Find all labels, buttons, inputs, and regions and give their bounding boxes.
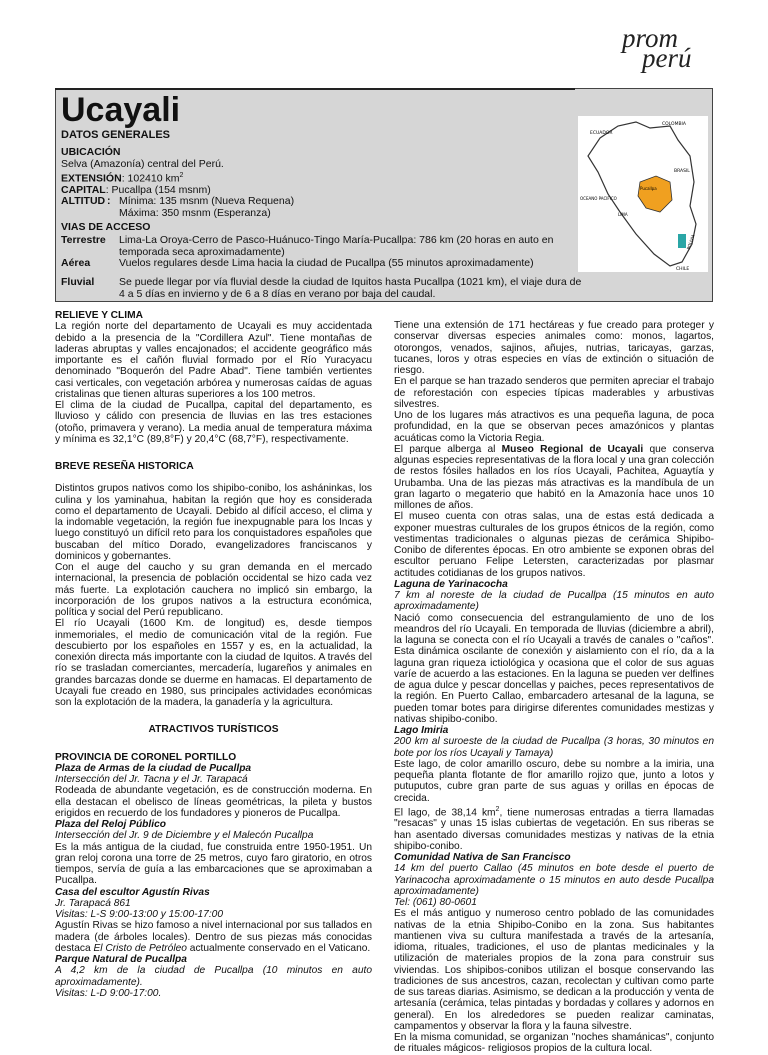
promperu-logo (622, 23, 692, 73)
reloj-address: Intersección del Jr. 9 de Diciembre y el Malecón Pucallpa (55, 830, 314, 842)
rivas-heading: Casa del escultor Agustín Rivas (55, 886, 210, 898)
sanfrancisco-p1: Es el más antiguo y numeroso centro poblado de las comunidades nativas de la etnia Shipibo-Conibo en la zona. Sus habitantes mantienen viva su cultura manifestada a través de la artesanía, idioma, rituales, tradiciones, el uso de plantas medicinales y la utilización de materiales propios de la zona para construir sus viviendas. Los shipibos-conibos utilizan el bosque conservando las tradiciones de sus ancestros, cazan, recolectan y cultivan como parte de sus tareas diarias. Asimismo, se dedican a la producción y venta de artesanía (cerámica, telas pintadas y bordadas y collares y adornos en general). En los alrededores se pueden realizar caminatas, campamentos y observar la flora y la fauna silvestre. (394, 908, 714, 1032)
sanfrancisco-address: 14 km del puerto Callao (45 minutos en bote desde el puerto de Yarinacocha aproximadamente o 15 minutos en auto desde Pucallpa aproximadamente) (394, 863, 714, 897)
yarinacocha-heading: Laguna de Yarinacocha (394, 578, 508, 590)
rivas-text (55, 920, 372, 954)
relieve-p2: El clima de la ciudad de Pucallpa, capital del departamento, es lluvioso y cálido con presencia de lluvias en las tres estaciones (otoño, primavera y verano). La media anual de temperatura máxima y mínima es 32,1°C (89,8°F) y 20,4°C (68,7°F), respectivamente. (55, 400, 372, 445)
historia-p3: El río Ucayali (1600 Km. de longitud) es, desde tiempos inmemoriales, el medio de comunicación vital de la región. Fue descubierto por los españoles en 1557 y es, en la actualidad, la conexión directa más importante con la ciudad de Iquitos. A través del río se trasladan comerciantes, mercadería, lugareños y animales en grandes barcazas donde se duerme en hamacas. El departamento de Ucayali fue creado en 1980, sus principales actividades económicas son la explotación de la madera, la ganadería y la agricultura. (55, 618, 372, 708)
parque-p1: Tiene una extensión de 171 hectáreas y fue creado para proteger y conservar diversas especies animales como: monos, lagartos, otorongos, venados, sajinos, añujes, nutrias, taricayas, garzas, tucanes, loros y otras especies en vías de extinción o situación de riesgo. (394, 320, 714, 376)
map-label-bolivia: BOLIVIA (685, 233, 696, 251)
parque-p3: Uno de los lugares más atractivos es una pequeña laguna, de poca profundidad, en la que se observan peces amazónicos y plantas acuáticas como la Victoria Regia. (394, 410, 714, 444)
right-column (394, 320, 714, 1055)
rivas-text-a: Agustín Rivas se hizo famoso a nivel internacional por sus tallados en madera (de árboles locales). Dentro de sus piezas más conocidas destaca (55, 920, 372, 954)
imiria-p1: Este lago, de color amarillo oscuro, debe su nombre a la imiria, una pequeña planta flotante de flor amarillo rojizo que, junto a lotos y putuputos, cubre gran parte de sus aguas y orillas en épocas de crecida. (394, 758, 714, 804)
logo-line1: prom (622, 23, 679, 53)
altitud-label: ALTITUD (61, 195, 106, 207)
fluvial-label: Fluvial (61, 276, 95, 288)
map-label-ecuador: ECUADOR (590, 131, 613, 136)
map-label-oceano: OCEANO PACIFICO (580, 196, 617, 201)
parque-visitas: Visitas: L-D 9:00-17:00. (55, 987, 162, 999)
map-label-brasil: BRASIL (674, 169, 690, 174)
vias-label: VIAS DE ACCESO (61, 221, 151, 233)
plaza-heading: Plaza de Armas de la ciudad de Pucallpa (55, 762, 252, 774)
extension-value: : 102410 km (121, 172, 180, 185)
plaza-address: Intersección del Jr. Tacna y el Jr. Tarapacá (55, 774, 248, 785)
capital-value: : Pucallpa (154 msnm) (105, 184, 211, 196)
altitud-max: Máxima: 350 msnm (Esperanza) (119, 206, 271, 219)
sanfrancisco-heading: Comunidad Nativa de San Francisco (394, 852, 571, 864)
imiria-p2-sup: 2 (495, 805, 500, 813)
historia-heading: BREVE RESEÑA HISTORICA (55, 461, 194, 472)
reloj-heading: Plaza del Reloj Público (55, 819, 166, 830)
sanfrancisco-p2: En la misma comunidad, se organizan "noches shamánicas", conjunto de rituales mágicos- religiosos propios de la cultura local. (394, 1032, 714, 1055)
parque-heading: Parque Natural de Pucallpa (55, 954, 187, 965)
terrestre-label: Terrestre (61, 234, 106, 246)
relieve-p1: La región norte del departamento de Ucayali es muy accidentada debido a la presencia de la "Cordillera Azul". Tiene montañas de laderas abruptas y valles encajonados; el accidente geográfico más importante es el cañón fluvial formado por el Río Yuracyacu denominado "Boquerón del Padre Abad". Tiene también vertientes casi verticales, con vegetación arbórea y numerosas caídas de aguas cristalinas que tienen alturas superiores a los 100 metros. (55, 321, 372, 400)
extension-sup: 2 (179, 172, 184, 179)
museo-text (394, 444, 714, 512)
provincia-heading: PROVINCIA DE CORONEL PORTILLO (55, 751, 237, 763)
museo-p5: El museo cuenta con otras salas, una de estas está dedicada a exponer muestras culturales de los grupos étnicos de la región, como vestimentas tradicionales o algunas piezas de cerámica Shipibo-Conibo de diferentes épocas. En otro ambiente se exponen obras del escultor peruano Felipe Letersten, caracterizadas por plasmar actitudes cotidianas de los grupos nativos. (394, 511, 714, 579)
extension-label: EXTENSIÓN (61, 172, 122, 185)
plaza-text: Rodeada de abundante vegetación, es de construcción moderna. En ella destacan el obelisco de líneas geométricas, la pileta y bustos erigidos en recuerdo de los fundadores y pioneros de Pucallpa. (55, 785, 372, 819)
lake-titicaca (678, 234, 686, 248)
fluvial-value: Se puede llegar por vía fluvial desde la ciudad de Iquitos hasta Pucallpa (1021 km), el viaje dura de 4 a 5 días en invierno y de 6 a 8 días en verano por baja del caudal. (119, 276, 582, 300)
aerea-value: Vuelos regulares desde Lima hacia la ciudad de Pucallpa (55 minutos aproximadamente) (119, 257, 534, 269)
sanfrancisco-tel: Tel: (061) 80-0601 (394, 897, 477, 909)
historia-p2: Con el auge del caucho y su gran demanda en el mercado internacional, la presencia de población occidental se hizo cada vez más fuerte. La explotación cauchera no implicó sin embargo, la incorporación de los grupos nativos a la estructura económica, política y social del Perú republicano. (55, 562, 372, 618)
yarinacocha-text: Nació como consecuencia del estrangulamiento de uno de los meandros del río Ucayali. En temporada de lluvias (diciembre a abril), la laguna se conecta con el río Ucayali a través de canales o "caños". Esta dinámica oscilante de conexión y aislamiento con el río, da a la laguna gran riqueza ictiológica y ocasiona que el color de sus aguas varíe de acuerdo a las estaciones. En la laguna se pueden ver delfines de agua dulce y pescar doncellas y paiches, peces representativos de la región. En Puerto Callao, embarcadero artesanal de la laguna, se pueden tomar botes para dirigirse diferentes comunidades mestizas y nativas shipibo-conibo. (394, 612, 714, 725)
map-label-pucallpa: Pucallpa (640, 186, 657, 191)
historia-p1: Distintos grupos nativos como los shipibo-conibo, los asháninkas, los culina y los yaminahua, habitan la región que hoy es considerada como el departamento de Ucayali. Debido al difícil acceso, el clima y la indomable vegetación, la región fue inexpugnable para los Incas y luego constituyó un difícil reto para los conquistadores españoles que buscaban del mítico Dorado, evangelizadores franciscanos y dominicos y gobernantes. (55, 483, 372, 562)
logo-line2: perú (642, 43, 692, 73)
aerea-label: Aérea (61, 257, 91, 269)
general-data-box: Ucayali DATOS GENERALES UBICACIÓN Selva (Amazonía) central del Perú. EXTENSIÓN: 102410 $km^2$ CAPITAL: Pucallpa (154 msnm) ALTITUD : Mínima: 135 msnm (Nueva Requena) Máxima: 350 msnm (Esperanza) VIAS DE ACCESO Terrestre Lima-La Oroya-Cerro de Pasco-Huánuco-Tingo María-Pucallpa: 786 km (20 horas en auto en temporada seca aproximadamente) Aérea Vuelos regulares desde Lima hacia la ciudad de Pucallpa (55 minutos aproximadamente) Fluvial Se puede llegar por vía fluvial desde la ciudad de Iquitos hasta Pucallpa (1021 km), el viaje dura de 4 a 5 días en invierno y de 6 a 8 días en verano por baja del caudal. (55, 88, 713, 302)
location-info (61, 145, 561, 197)
map-label-lima: LIMA (618, 212, 628, 217)
map-label-chile: CHILE (676, 267, 690, 272)
ubicacion-value: Selva (Amazonía) central del Perú. (61, 157, 224, 170)
relieve-heading: RELIEVE Y CLIMA (55, 310, 143, 321)
museo-text-b: que conserva algunas especies representativas de la flora local y una gran colección de restos fósiles hallados en los ríos Ucayali, Pachitea, Aguaytía y Urubamba. Una de las piezas más atractivas es la mandíbula de un gran lagarto o megaterio que habitó en la Amazonía hace unos 10 millones de años. (394, 443, 715, 511)
map-label-colombia: COLOMBIA (662, 122, 686, 127)
rivas-text-b: actualmente conservado en el Vaticano. (186, 942, 371, 954)
capital-label: CAPITAL (61, 184, 106, 196)
imiria-heading: Lago Imiria (394, 725, 449, 736)
ubicacion-label: UBICACIÓN (61, 146, 121, 158)
atractivos-heading: ATRACTIVOS TURÍSTICOS (148, 724, 279, 736)
imiria-address: 200 km al suroeste de la ciudad de Pucallpa (3 horas, 30 minutos en bote por los ríos Ucayali y Tamaya) (394, 736, 714, 759)
extension-line (61, 170, 561, 185)
imiria-p2-a: El lago, de 38,14 km (394, 807, 496, 819)
terrestre-value: Lima-La Oroya-Cerro de Pasco-Huánuco-Tingo María-Pucallpa: 786 km (20 horas en auto en temporada seca aproximadamente) (119, 234, 554, 258)
imiria-p2 (394, 804, 714, 852)
imiria-p2-b: , tiene numerosas entradas a tierra llamadas "resacas" y unas 15 islas cubiertas de vegetación. En sus riberas se han asentado diversas comunidades mestizas y nativas de la etnia shipibo-conibo. (394, 807, 714, 852)
reloj-text: Es la más antigua de la ciudad, fue construida entre 1950-1951. Un gran reloj corona una torre de 25 metros, cuyo faro giratorio, en otros tiempos, servía de guía a las embarcaciones que se aproximaban a Pucallpa. (55, 841, 372, 887)
parque-p2: En el parque se han trazado senderos que permiten apreciar el trabajo de reforestación con especies típicas maderables y arbustivas silvestres. (394, 376, 714, 410)
datos-generales-heading: DATOS GENERALES (61, 129, 170, 141)
rivas-address: Jr. Tarapacá 861 (55, 897, 131, 909)
altitud-min: Mínima: 135 msnm (Nueva Requena) (119, 195, 295, 207)
museo-name: Museo Regional de Ucayali (501, 443, 644, 455)
museo-text-a: El parque alberga al (394, 443, 502, 455)
parque-address: A 4,2 km de la ciudad de Pucallpa (10 minutos en auto aproximadamente). (55, 965, 372, 988)
peru-map (578, 116, 708, 272)
rivas-text-italic: El Cristo de Petróleo (93, 942, 187, 954)
yarinacocha-address: 7 km al noreste de la ciudad de Pucallpa (15 minutos en auto aproximadamente) (394, 590, 714, 613)
title-rule (55, 88, 575, 90)
rivas-visitas: Visitas: L-S 9:00-13:00 y 15:00-17:00 (55, 909, 224, 920)
left-column (55, 310, 372, 999)
peru-map-svg (578, 116, 708, 272)
page-title: Ucayali (61, 91, 181, 129)
